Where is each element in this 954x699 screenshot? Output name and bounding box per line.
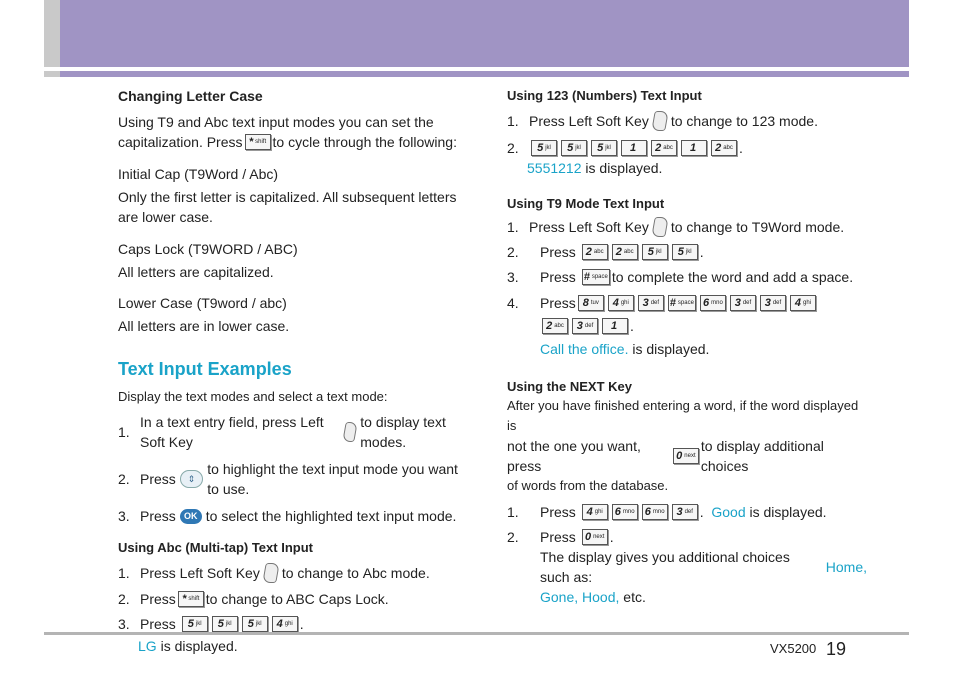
numbers-result: 5551212 is displayed. [527, 160, 663, 176]
key-5-icon: 5 jkl [242, 616, 268, 632]
t9-title: Using T9 Mode Text Input [507, 196, 665, 211]
abc-title: Using Abc (Multi-tap) Text Input [118, 540, 313, 555]
header-gray-rule [44, 71, 60, 77]
key-5-icon: 5 jkl [182, 616, 208, 632]
key-2-icon: 2 abc [651, 140, 677, 156]
star-key-icon: * shift [178, 591, 204, 607]
lower-title: Lower Case (T9word / abc) [118, 295, 287, 311]
initial-desc1: Only the first letter is capitalized. All subsequent letters [118, 189, 457, 205]
example-step-1: 1. In a text entry field, press Left Soft Key to display text modes. [118, 414, 446, 450]
changing-p2 [118, 132, 473, 152]
ok-key-icon: OK [180, 509, 202, 524]
key-5-icon: 5 jkl [531, 140, 557, 156]
left-soft-key-icon [342, 422, 358, 442]
numbers-step-1: 1. Press Left Soft Key to change to 123 mode. [507, 113, 818, 129]
key-5-icon: 5 jkl [212, 616, 238, 632]
key-4-icon: 4 ghi [582, 504, 608, 520]
key-0-icon: 0 next [673, 448, 699, 464]
key-2-icon: 2 abc [542, 318, 568, 334]
t9-result: Call the office. is displayed. [540, 341, 710, 357]
t9-step-3: 3. Press # space to complete the word and add a space. [507, 269, 854, 285]
next-step-1: 1. Press 4 ghi 6 mno 6 mno 3 def . Good is displayed. [507, 504, 827, 520]
example-step-3: 3. Press OK to select the highlighted text input mode. [118, 508, 457, 524]
header-purple-rule [60, 71, 909, 77]
key-5-icon: 5 jkl [672, 244, 698, 260]
header-purple-bar [60, 0, 909, 67]
key-2-icon: 2 abc [582, 244, 608, 260]
header-gray-block [44, 0, 60, 67]
key-2-icon: 2 abc [612, 244, 638, 260]
key-1-icon: 1 [681, 140, 707, 156]
hash-key-icon: # space [583, 271, 608, 283]
next-p1: After you have finished entering a word, if the word displayed is [507, 398, 859, 433]
numbers-step-2: 2. 5 jkl 5 jkl 5 jkl 1 2 abc 1 2 abc . [507, 140, 743, 156]
key-6-icon: 6 mno [612, 504, 638, 520]
abc-step-1: 1. Press Left Soft Key to change to Abc mode. [118, 565, 430, 581]
key-0-icon: 0 next [582, 529, 608, 545]
star-key-icon: * shift [245, 134, 271, 150]
key-4-icon: 4 ghi [790, 295, 816, 311]
key-6-icon: 6 mno [642, 504, 668, 520]
key-8-icon: 8 tuv [578, 295, 604, 311]
t9-step-4-cont: 2 abc 3 def 1 . [507, 316, 867, 336]
key-3-icon: 3 def [730, 295, 756, 311]
next-title: Using the NEXT Key [507, 379, 632, 394]
t9-step-2: 2. Press 2 abc 2 abc 5 jkl 5 jkl . [507, 244, 704, 260]
examples-intro: Display the text modes and select a text mode: [118, 389, 388, 404]
lower-desc: All letters are in lower case. [118, 318, 290, 334]
changing-p2b: to cycle through the following: [272, 134, 457, 150]
key-4-icon: 4 ghi [272, 616, 298, 632]
key-2-icon: 2 abc [711, 140, 737, 156]
key-5-icon: 5 jkl [591, 140, 617, 156]
changing-p1: Using T9 and Abc text input modes you can set the [118, 114, 434, 130]
abc-result: LG is displayed. [138, 638, 238, 654]
footer-rule [44, 632, 909, 635]
t9-step-1: 1. Press Left Soft Key to change to T9Word mode. [507, 219, 845, 235]
key-4-icon: 4 ghi [608, 295, 634, 311]
caps-title: Caps Lock (T9WORD / ABC) [118, 241, 298, 257]
right-column [507, 88, 867, 607]
initial-title: Initial Cap (T9Word / Abc) [118, 166, 279, 182]
next-p3: of words from the database. [507, 478, 669, 493]
next-p2: not the one you want, press 0 next to display additional choices [507, 438, 824, 474]
left-soft-key-icon [651, 217, 669, 237]
key-1-icon: 1 [621, 140, 647, 156]
abc-step-2: 2. Press * shift to change to ABC Caps Lock. [118, 591, 389, 607]
t9-step-4: 4. Press 8 tuv 4 ghi 3 def # space 6 mno 3 def 3 def 4 ghi [507, 293, 867, 313]
left-soft-key-icon [262, 563, 280, 583]
changing-p2a: capitalization. Press [118, 134, 243, 150]
key-3-icon: 3 def [672, 504, 698, 520]
caps-desc: All letters are capitalized. [118, 264, 274, 280]
key-3-icon: 3 def [638, 295, 664, 311]
left-soft-key-icon [651, 111, 669, 131]
examples-title: Text Input Examples [118, 359, 292, 379]
key-6-icon: 6 mno [700, 295, 726, 311]
next-step-2: 2. Press 0 next . [507, 529, 614, 545]
hash-key-icon: # space [669, 297, 694, 309]
footer-model: VX5200 [770, 641, 817, 656]
next-step-2-desc2: Gone, Hood, etc. [540, 589, 646, 605]
key-1-icon: 1 [602, 318, 628, 334]
changing-title: Changing Letter Case [118, 88, 263, 104]
key-5-icon: 5 jkl [561, 140, 587, 156]
next-step-2-desc: The display gives you additional choices such as: Home, [540, 549, 867, 585]
page-number: 19 [826, 639, 847, 659]
key-5-icon: 5 jkl [642, 244, 668, 260]
numbers-title: Using 123 (Numbers) Text Input [507, 88, 702, 103]
initial-desc2: are lower case. [118, 209, 213, 225]
key-3-icon: 3 def [760, 295, 786, 311]
key-3-icon: 3 def [572, 318, 598, 334]
nav-key-icon: ⇕ [180, 470, 204, 488]
left-column [118, 88, 473, 656]
abc-step-3: 3. Press 5 jkl 5 jkl 5 jkl 4 ghi . [118, 616, 304, 632]
example-step-2: 2. Press ⇕ to highlight the text input mode you want to use. [118, 461, 458, 497]
